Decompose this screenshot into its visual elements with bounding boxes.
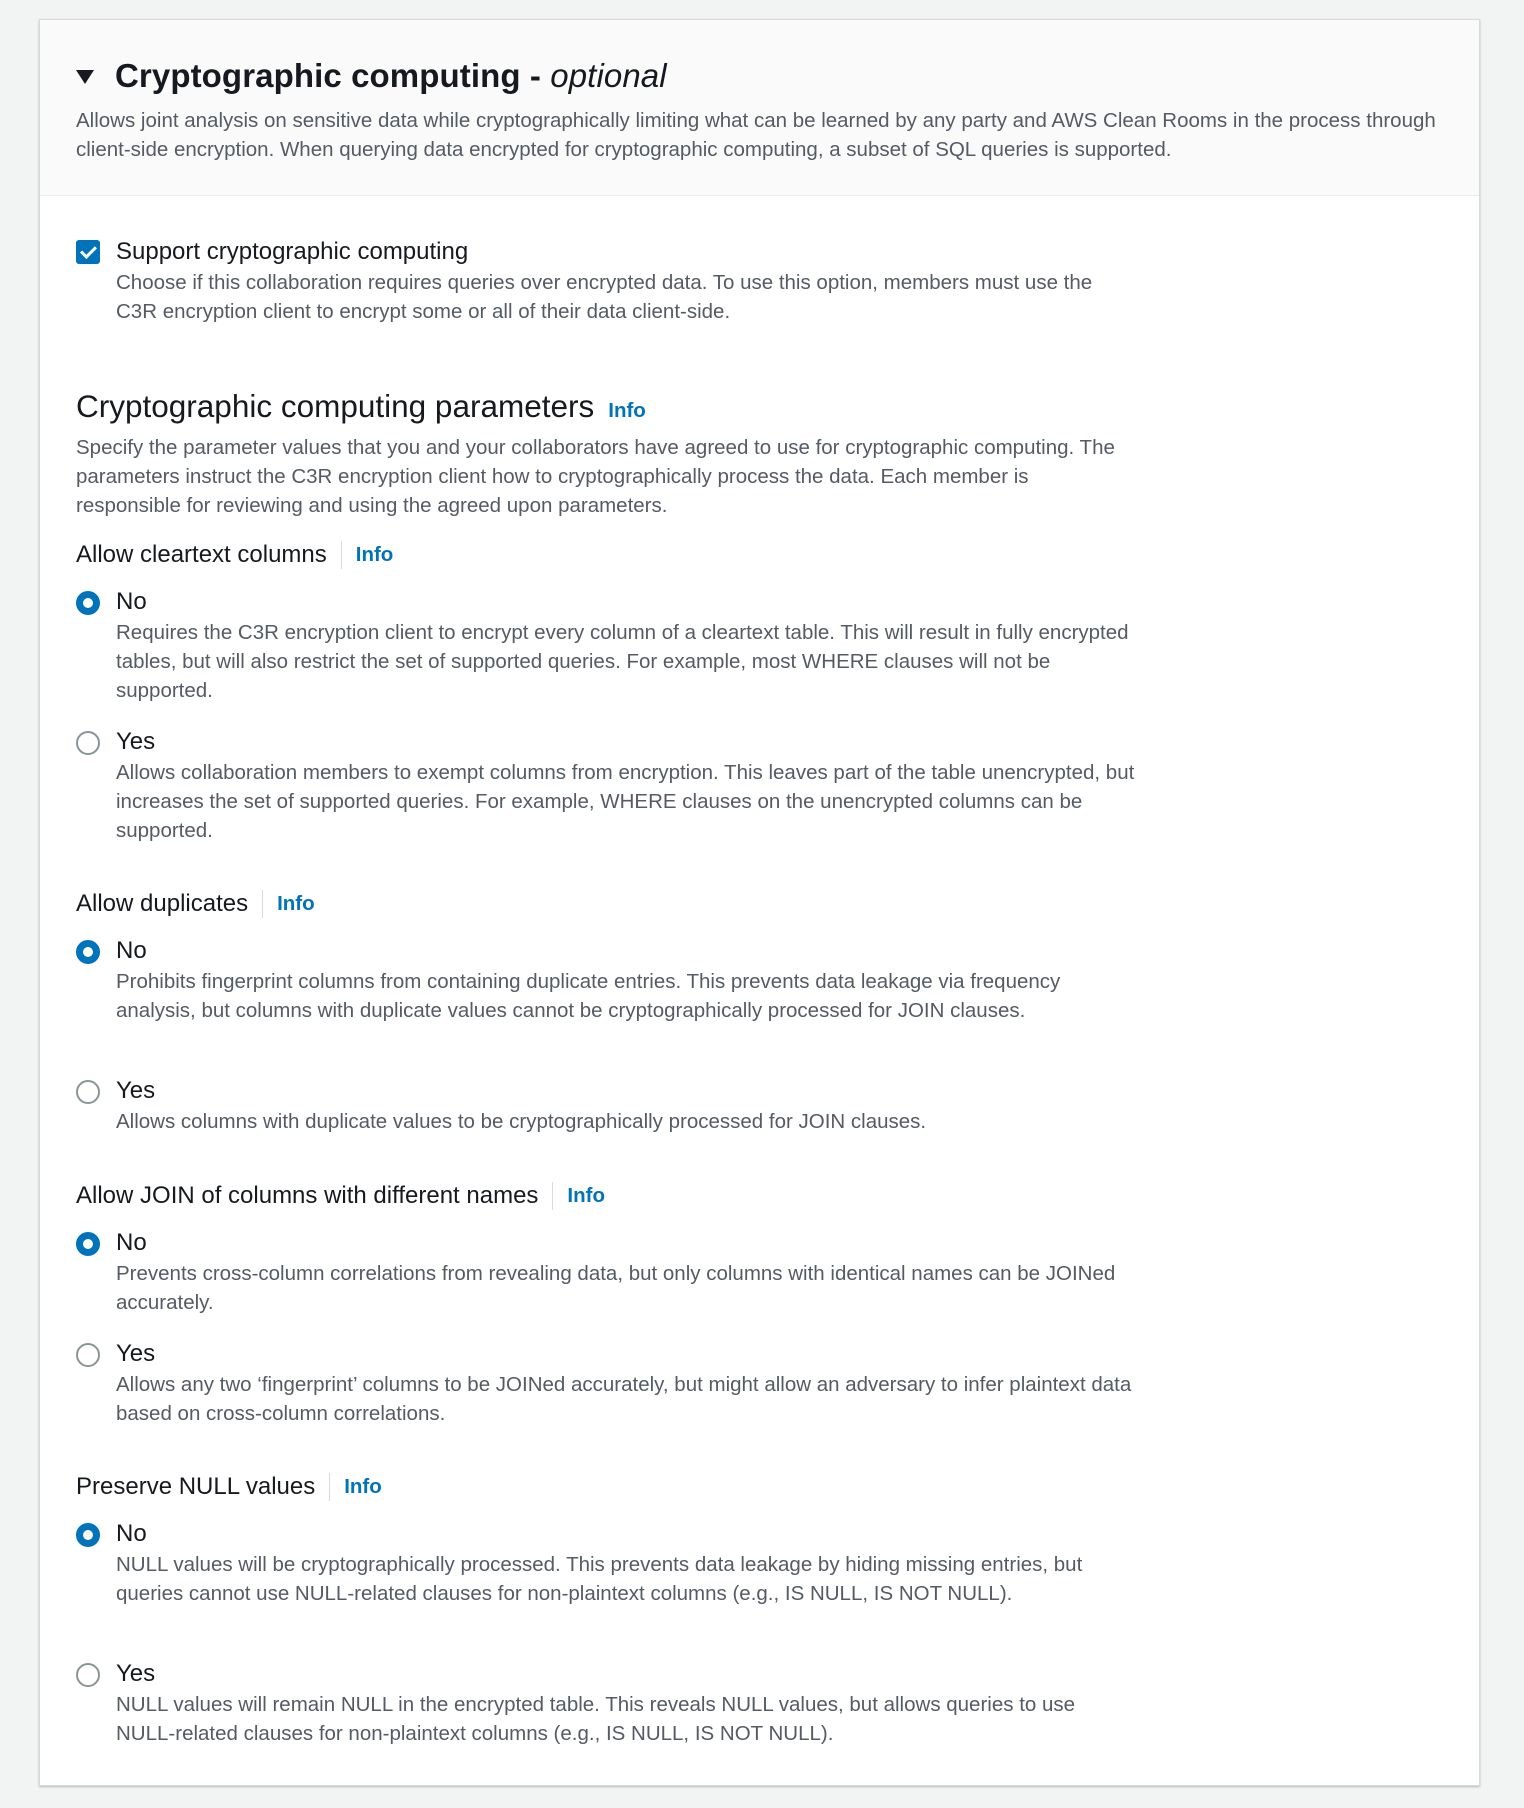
nulls-no-label[interactable]: No: [116, 1520, 147, 1547]
nulls-no-description: NULL values will be cryptographically processed. This prevents data leakage by hiding missing entries, but queries cannot use NULL-related clauses for non-plaintext columns (e.g., IS NULL, IS NOT NULL).: [116, 1553, 1083, 1605]
nulls-no-radio[interactable]: [76, 1523, 100, 1547]
join-yes-radio[interactable]: [76, 1343, 100, 1367]
join-no-description: Prevents cross-column correlations from revealing data, but only columns with identical names can be JOINed accurately.: [116, 1262, 1116, 1314]
join-no-option[interactable]: [76, 1227, 1136, 1317]
join-yes-description: Allows any two ‘fingerprint’ columns to be JOINed accurately, but might allow an adversary to infer plaintext data based on cross-column correlations.: [116, 1373, 1132, 1425]
duplicates-yes-description: Allows columns with duplicate values to be cryptographically processed for JOIN clauses.: [116, 1110, 927, 1133]
cleartext-label: Allow cleartext columns: [76, 541, 327, 568]
duplicates-no-option[interactable]: [76, 935, 1136, 1025]
label-divider: [329, 1473, 330, 1501]
nulls-yes-option[interactable]: [76, 1658, 1136, 1748]
label-divider: [552, 1182, 553, 1210]
duplicates-yes-option[interactable]: [76, 1075, 1136, 1136]
cleartext-yes-radio[interactable]: [76, 731, 100, 755]
cleartext-no-option[interactable]: [76, 586, 1136, 705]
expand-toggle[interactable]: [76, 56, 1443, 96]
label-divider: [341, 541, 342, 569]
panel-title-main: Cryptographic computing -: [115, 57, 551, 94]
join-yes-label[interactable]: Yes: [116, 1340, 156, 1367]
cryptographic-computing-panel: [39, 19, 1480, 1786]
join-yes-option[interactable]: [76, 1338, 1136, 1428]
label-divider: [262, 890, 263, 918]
duplicates-yes-label[interactable]: Yes: [116, 1077, 156, 1104]
parameters-heading: [76, 386, 646, 431]
join-no-label[interactable]: No: [116, 1229, 147, 1256]
duplicates-info-link[interactable]: Info: [277, 892, 315, 915]
panel-title: [115, 57, 667, 95]
duplicates-yes-radio[interactable]: [76, 1080, 100, 1104]
panel-description: Allows joint analysis on sensitive data while cryptographically limiting what can be learned by any party and AWS Clean Rooms in the process through client-side encryption. When querying data encrypted for cryptographic computing, a subset of SQL queries is supported.: [76, 109, 1436, 161]
duplicates-field-label: [76, 888, 315, 920]
duplicates-label: Allow duplicates: [76, 890, 249, 917]
duplicates-no-radio[interactable]: [76, 940, 100, 964]
cleartext-yes-description: Allows collaboration members to exempt columns from encryption. This leaves part of the table unencrypted, but increases the set of supported queries. For example, WHERE clauses on the unencrypted columns can be supported.: [116, 761, 1135, 842]
panel-header[interactable]: [40, 20, 1479, 196]
duplicates-no-label[interactable]: No: [116, 937, 147, 964]
nulls-yes-radio[interactable]: [76, 1663, 100, 1687]
cleartext-no-label[interactable]: No: [116, 588, 147, 615]
nulls-field-label: [76, 1471, 382, 1503]
cleartext-info-link[interactable]: Info: [355, 543, 394, 566]
nulls-yes-description: NULL values will remain NULL in the encrypted table. This reveals NULL values, but allows queries to use NULL-related clauses for non-plaintext columns (e.g., IS NULL, IS NOT NULL).: [116, 1693, 1076, 1745]
join-field-label: [76, 1180, 605, 1212]
panel-title-optional: optional: [550, 57, 667, 94]
support-cryptographic-computing-option[interactable]: [76, 236, 1136, 326]
parameters-info-link[interactable]: Info: [608, 399, 646, 422]
duplicates-no-description: Prohibits fingerprint columns from containing duplicate entries. This prevents data leakage via frequency analysis, but columns with duplicate values cannot be cryptographically processed for JOIN clauses.: [116, 970, 1061, 1022]
join-no-radio[interactable]: [76, 1232, 100, 1256]
join-info-link[interactable]: Info: [567, 1184, 605, 1207]
cleartext-yes-option[interactable]: [76, 726, 1136, 845]
parameters-description: Specify the parameter values that you and your collaborators have agreed to use for cryptographic computing. The parameters instruct the C3R encryption client how to cryptographically process the data. Each member is responsible for reviewing and using the agreed upon parameters.: [76, 436, 1115, 517]
nulls-no-option[interactable]: [76, 1518, 1136, 1608]
cleartext-field-label: [76, 539, 393, 571]
join-label: Allow JOIN of columns with different names: [76, 1182, 539, 1209]
support-cryptographic-computing-checkbox[interactable]: [76, 240, 100, 264]
parameters-title: Cryptographic computing parameters: [76, 388, 595, 424]
cleartext-yes-label[interactable]: Yes: [116, 728, 156, 755]
support-cryptographic-computing-label[interactable]: Support cryptographic computing: [116, 238, 469, 265]
support-cryptographic-computing-description: Choose if this collaboration requires queries over encrypted data. To use this option, members must use the C3R encryption client to encrypt some or all of their data client-side.: [116, 271, 1093, 323]
cleartext-no-description: Requires the C3R encryption client to encrypt every column of a cleartext table. This will result in fully encrypted tables, but will also restrict the set of supported queries. For example, most WHERE clauses will not be supported.: [116, 621, 1129, 702]
caret-down-icon[interactable]: [76, 70, 94, 84]
cleartext-no-radio[interactable]: [76, 591, 100, 615]
nulls-yes-label[interactable]: Yes: [116, 1660, 156, 1687]
nulls-info-link[interactable]: Info: [344, 1475, 382, 1498]
nulls-label: Preserve NULL values: [76, 1473, 316, 1500]
